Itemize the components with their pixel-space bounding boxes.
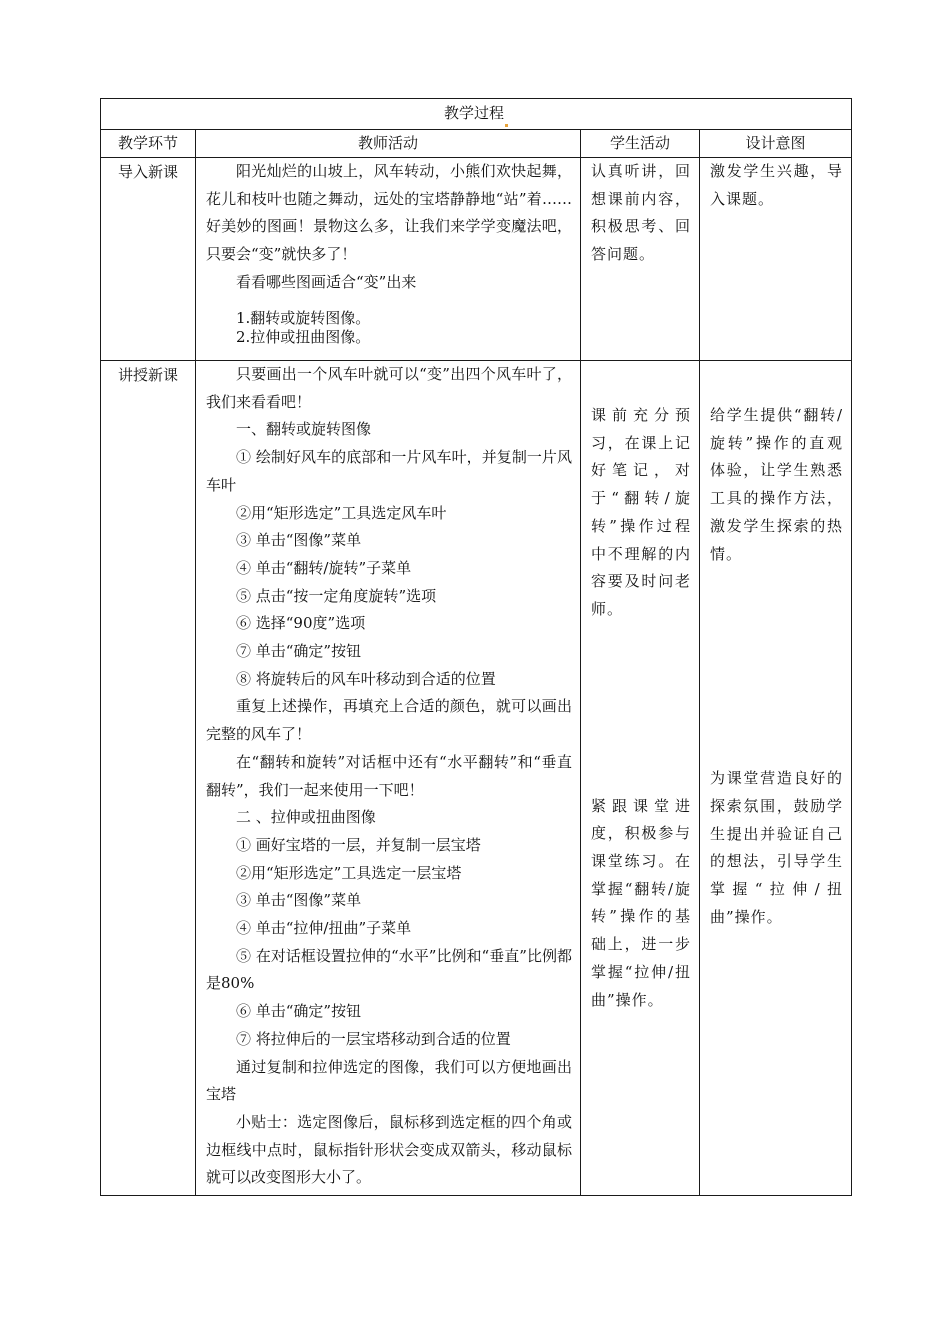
lesson-step: ③ 单击“图像”菜单 <box>236 531 362 550</box>
table-title-cell <box>101 99 852 130</box>
table-row-intro <box>101 158 852 361</box>
student-activity-part2: 紧跟课堂进度，积极参与课堂练习。在掌握“翻转/旋转”操作的基础上，进一步掌握“拉伸/扭曲”操作。 <box>591 796 691 1009</box>
teacher-activity-intro <box>196 158 581 361</box>
lesson-step: ④ 单击“翻转/旋转”子菜单 <box>236 558 412 577</box>
table-row-lesson <box>101 361 852 1196</box>
design-intent-part2: 为课堂营造良好的探索氛围，鼓励学生提出并验证自己的想法，引导学生掌握“拉伸/扭曲”操作。 <box>710 769 844 926</box>
intro-paragraph: 阳光灿烂的山坡上，风车转动，小熊们欢快起舞，花儿和枝叶也随之舞动，远处的宝塔静静地“站”着……好美妙的图画！景物这么多，让我们来学学变魔法吧，只要会“变”就快多了！ <box>206 162 572 264</box>
lesson-step: ⑧ 将旋转后的风车叶移动到合适的位置 <box>236 669 496 688</box>
design-intent-intro: 激发学生兴趣，导入课题。 <box>700 158 852 361</box>
list-item: 1.翻转或旋转图像。 <box>236 308 371 327</box>
teacher-activity-lesson <box>196 361 581 1196</box>
title-row <box>101 99 852 130</box>
header-student: 学生活动 <box>581 130 700 158</box>
lesson-step: ⑥ 选择“90度”选项 <box>236 614 366 633</box>
lesson-step: ⑤ 在对话框设置拉伸的“水平”比例和“垂直”比例都是80% <box>206 946 572 993</box>
lesson-step: ⑦ 单击“确定”按钮 <box>236 642 362 661</box>
lesson-heading: 一、翻转或旋转图像 <box>236 420 372 439</box>
lesson-step: ① 画好宝塔的一层，并复制一层宝塔 <box>236 835 481 854</box>
design-intent-lesson <box>700 361 852 1196</box>
lesson-line: 在“翻转和旋转”对话框中还有“水平翻转”和“垂直翻转”，我们一起来使用一下吧！ <box>206 752 572 799</box>
section-name-lesson: 讲授新课 <box>101 361 196 1196</box>
lesson-line: 只要画出一个风车叶就可以“变”出四个风车叶了，我们来看看吧！ <box>206 365 572 411</box>
lesson-step: ⑦ 将拉伸后的一层宝塔移动到合适的位置 <box>236 1029 511 1048</box>
intro-question: 看看哪些图画适合“变”出来 <box>236 272 417 291</box>
student-activity-intro: 认真听讲，回想课前内容，积极思考、回答问题。 <box>581 158 700 361</box>
list-item: 2.拉伸或扭曲图像。 <box>236 328 371 347</box>
teaching-process-table <box>100 98 852 1196</box>
lesson-line: 重复上述操作，再填充上合适的颜色，就可以画出完整的风车了！ <box>206 697 572 744</box>
header-teacher: 教师活动 <box>196 130 581 158</box>
lesson-step: ④ 单击“拉伸/扭曲”子菜单 <box>236 919 412 938</box>
header-stage: 教学环节 <box>101 130 196 158</box>
student-activity-part1: 课前充分预习，在课上记好笔记，对于“翻转/旋转”操作过程中不理解的内容要及时问老师。 <box>591 406 691 618</box>
lesson-tip: 小贴士：选定图像后，鼠标移到选定框的四个角或边框线中点时，鼠标指针形状会变成双箭头，移动鼠标就可以改变图形大小了。 <box>206 1112 572 1187</box>
lesson-step: ②用“矩形选定”工具选定风车叶 <box>236 503 447 522</box>
section-name-intro: 导入新课 <box>101 158 196 361</box>
table-title: 教学过程 <box>444 104 505 122</box>
lesson-line: 通过复制和拉伸选定的图像，我们可以方便地画出宝塔 <box>206 1057 572 1104</box>
lesson-step: ⑤ 点击“按一定角度旋转”选项 <box>236 586 437 605</box>
lesson-step: ① 绘制好风车的底部和一片风车叶，并复制一片风车叶 <box>206 448 572 494</box>
lesson-step: ⑥ 单击“确定”按钮 <box>236 1002 362 1021</box>
lesson-heading: 二 、拉伸或扭曲图像 <box>236 808 376 827</box>
student-activity-lesson <box>581 361 700 1196</box>
header-row <box>101 130 852 158</box>
design-intent-part1: 给学生提供“翻转/旋转”操作的直观体验，让学生熟悉工具的操作方法，激发学生探索的热情。 <box>710 406 844 563</box>
lesson-step: ③ 单击“图像”菜单 <box>236 891 362 910</box>
edit-mark-icon <box>505 124 508 127</box>
lesson-step: ②用“矩形选定”工具选定一层宝塔 <box>236 863 462 882</box>
header-design: 设计意图 <box>700 130 852 158</box>
